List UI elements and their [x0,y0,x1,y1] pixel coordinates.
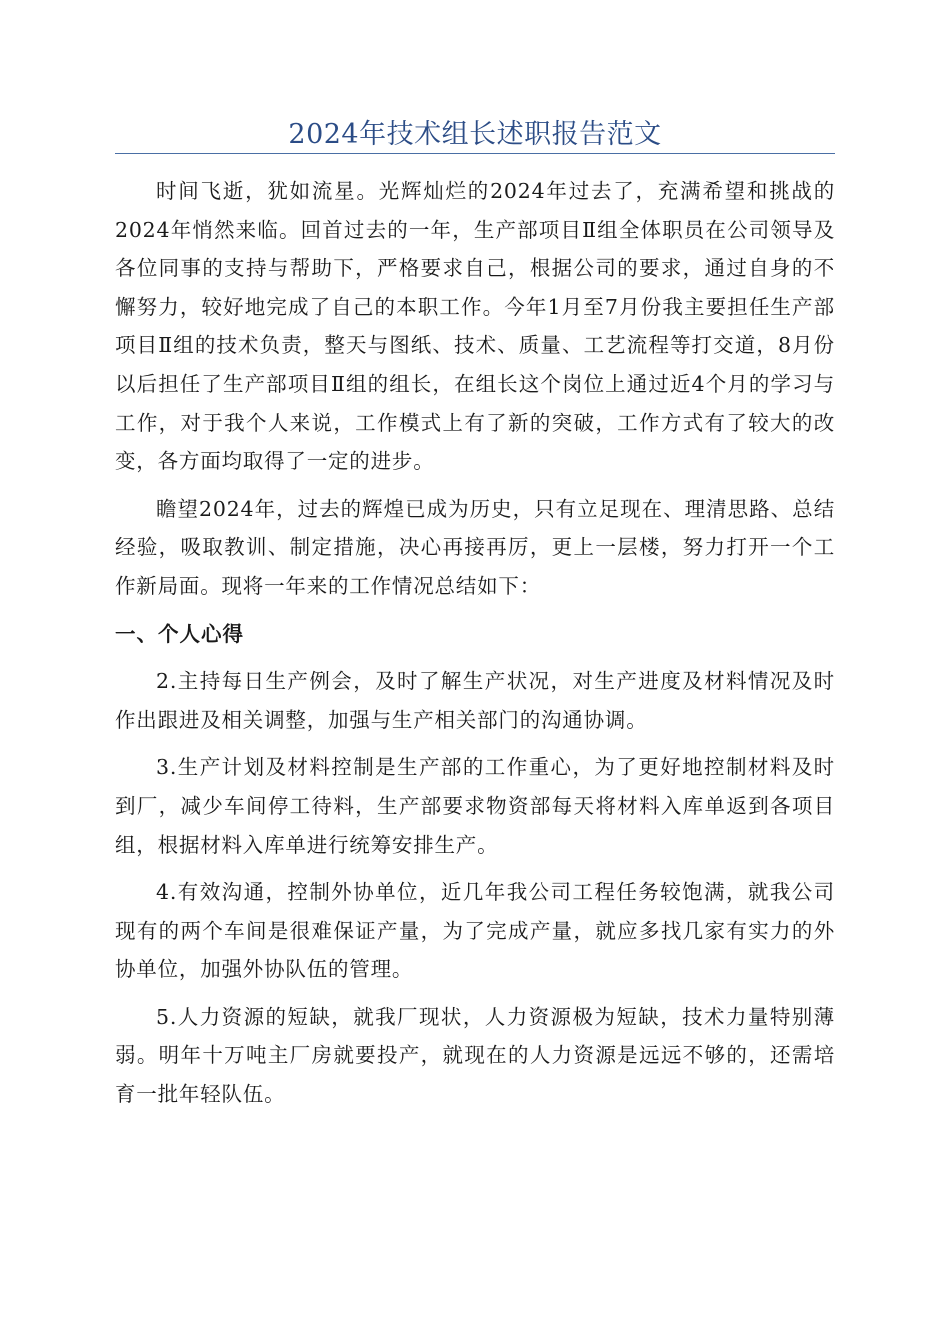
intro-paragraph: 时间飞逝，犹如流星。光辉灿烂的2024年过去了，充满希望和挑战的2024年悄然来临。回首过去的一年，生产部项目Ⅱ组全体职员在公司领导及各位同事的支持与帮助下，严格要求自己，根据公司的要求，通过自身的不懈努力，较好地完成了自己的本职工作。今年1月至7月份我主要担任生产部项目Ⅱ组的技术负责，整天与图纸、技术、质量、工艺流程等打交道，8月份以后担任了生产部项目Ⅱ组的组长，在组长这个岗位上通过近4个月的学习与工作，对于我个人来说，工作模式上有了新的突破，工作方式有了较大的改变，各方面均取得了一定的进步。 [115,179,835,474]
list-item-4: 4.有效沟通，控制外协单位，近几年我公司工程任务较饱满，就我公司现有的两个车间是很难保证产量，为了完成产量，就应多找几家有实力的外协单位，加强外协队伍的管理。 [115,880,835,982]
list-item-3: 3.生产计划及材料控制是生产部的工作重心，为了更好地控制材料及时到厂，减少车间停工待料，生产部要求物资部每天将材料入库单返到各项目组，根据材料入库单进行统筹安排生产。 [115,755,835,857]
document-title: 2024年技术组长述职报告范文 [288,119,662,150]
title-underline [115,153,835,154]
section-heading: 一、个人心得 [115,621,244,646]
list-item-2: 2.主持每日生产例会，及时了解生产状况，对生产进度及材料情况及时作出跟进及相关调整，加强与生产相关部门的沟通协调。 [115,669,835,732]
list-item-5: 5.人力资源的短缺，就我厂现状，人力资源极为短缺，技术力量特别薄弱。明年十万吨主厂房就要投产，就现在的人力资源是远远不够的，还需培育一批年轻队伍。 [115,1004,835,1107]
document-body [115,172,835,1123]
outlook-paragraph: 瞻望2024年，过去的辉煌已成为历史，只有立足现在、理清思路、总结经验，吸取教训、制定措施，决心再接再厉，更上一层楼，努力打开一个工作新局面。现将一年来的工作情况总结如下： [115,496,835,598]
